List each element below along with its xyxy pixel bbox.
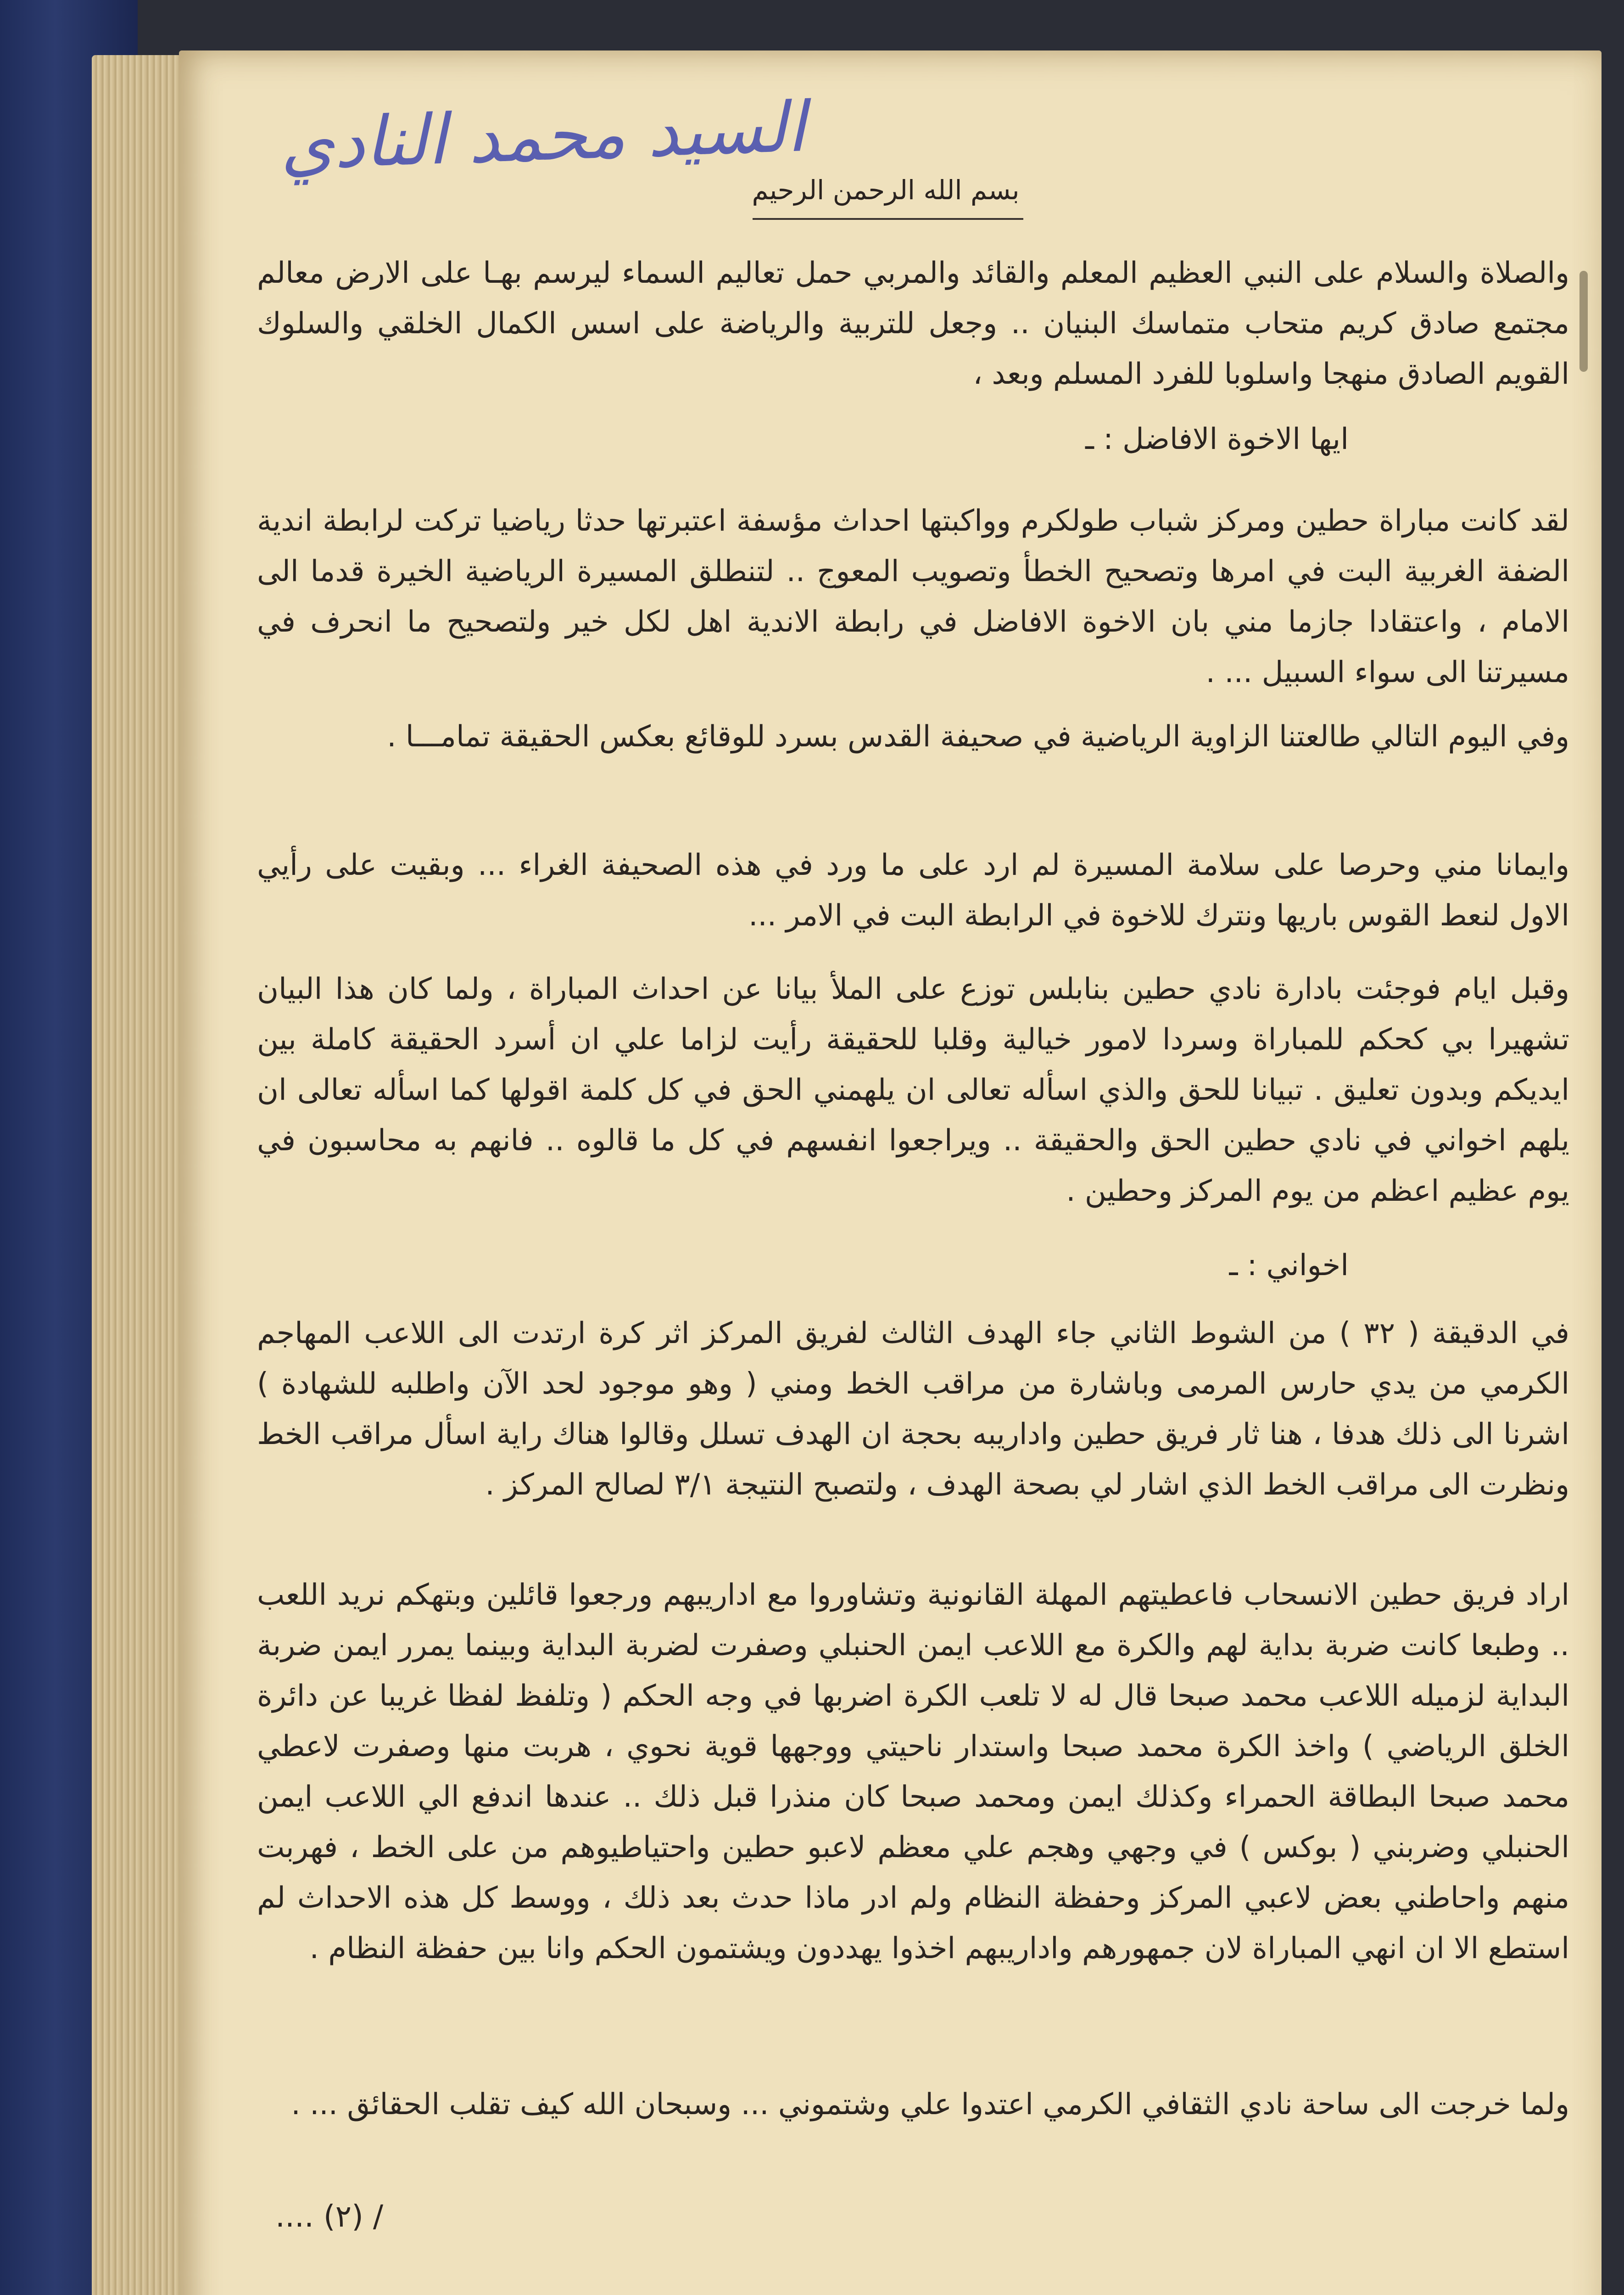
basmala-heading: بسم الله الرحمن الرحيم — [752, 174, 1020, 206]
paragraph-intro — [257, 248, 1569, 399]
paragraph-match — [257, 496, 1569, 698]
paragraph-statement — [257, 964, 1569, 1216]
paragraph-faith — [257, 840, 1569, 941]
salutation-heading: ايها الاخوة الافاضل : ـ — [1085, 422, 1349, 456]
paragraph-newspaper — [257, 711, 1569, 762]
paragraph-text: وقبل ايام فوجئت بادارة نادي حطين بنابلس توزع على الملأ بيانا عن احداث المباراة ، ولما كان هذا البيان تشهيرا بي كحكم للمباراة وسردا لامور خيالية وقلبا للحقيقة رأيت لزاما علي ان أسرد الحقيقة كاملة بين ايديكم وبدون تعليق . تبيانا للحق والذي اسأله تعالى ان يلهمني الحق في كل كلمة اقولها كما اسأله تعالى ان يلهم اخواني في نادي حطين الحق والحقيقة .. ويراجعوا انفسهم في كل ما قالوه .. فانهم به محاسبون في يوم عظيم اعظم من يوم المركز وحطين . — [257, 972, 1569, 1208]
paragraph-goal — [257, 1308, 1569, 1510]
paragraph-text: في الدقيقة ( ٣٢ ) من الشوط الثاني جاء الهدف الثالث لفريق المركز اثر كرة ارتدت الى اللاعب المهاجم الكرمي من يدي حارس المرمى وباشارة من مراقب الخط ومني ( وهو موجود لحد الآن واطلبه للشهادة ) اشرنا الى ذلك هدفا ، هنا ثار فريق حطين واداريبه بحجة ان الهدف تسلل وقالوا هناك راية اسأل مراقب الخط ونظرت الى مراقب الخط الذي اشار لي بصحة الهدف ، ولتصبح النتيجة ٣/١ لصالح المركز . — [257, 1316, 1569, 1502]
ink-mark — [1579, 271, 1588, 372]
heading-underline — [753, 218, 1023, 220]
handwritten-note: السيد محمد النادي — [279, 87, 807, 185]
page-number: / (٢) .... — [275, 2199, 384, 2234]
paragraph-text: لقد كانت مباراة حطين ومركز شباب طولكرم وواكبتها احداث مؤسفة اعتبرتها حدثا رياضيا تركت لرابطة اندية الضفة الغربية البت في امرها وتصحيح الخطأ وتصويب المعوج .. لتنطلق المسيرة الرياضية الخيرة قدما الى الامام ، واعتقادا جازما مني بان الاخوة الافاضل في رابطة الاندية اهل لكل خير ولتصحيح ما انحرف في مسيرتنا الى سواء السبيل ... . — [257, 504, 1569, 689]
brothers-heading: اخواني : ـ — [1229, 1248, 1349, 1282]
paragraph-text: والصلاة والسلام على النبي العظيم المعلم والقائد والمربي حمل تعاليم السماء ليرسم بهـا على الارض معالم مجتمع صادق كريم متحاب متماسك البنيان .. وجعل للتربية والرياضة على اسس الكمال الخلقي والسلوك القويم الصادق منهجا واسلوبا للفرد المسلم وبعد ، — [257, 256, 1569, 391]
paragraph-text: اراد فريق حطين الانسحاب فاعطيتهم المهلة القانونية وتشاوروا مع اداريبهم ورجعوا قائلين وبتهكم نريد اللعب .. وطبعا كانت ضربة بداية لهم والكرة مع اللاعب ايمن الحنبلي وصفرت لضربة البداية وبينما يمرر ايمن ضربة البداية لزميله اللاعب محمد صبحا قال له لا تلعب الكرة اضربها في وجه الحكم ( وتلفظ لفظا غريبا عن دائرة الخلق الرياضي ) واخذ الكرة محمد صبحا واستدار ناحيتي ووجهها قوية نحوي ، هربت منها وصفرت لاعطي محمد صبحا البطاقة الحمراء وكذلك ايمن ومحمد صبحا كان منذرا قبل ذلك .. عندها اندفع الي اللاعب ايمن الحنبلي وضربني ( بوكس ) في وجهي وهجم علي معظم لاعبو حطين واحتياطيوهم من على الخط ، فهربت منهم واحاطني بعض لاعبي المركز وحفظة النظام ولم ادر ماذا حدث بعد ذلك ، ووسط كل هذه الاحداث لم استطع الا ان انهي المباراة لان جمهورهم واداريبهم اخذوا يهددون ويشتمون الحكم وانا بين حفظة النظام . — [257, 1578, 1569, 1965]
paragraph-closing — [257, 2079, 1569, 2130]
paragraph-incident — [257, 1570, 1569, 1974]
paragraph-text: وايمانا مني وحرصا على سلامة المسيرة لم ارد على ما ورد في هذه الصحيفة الغراء ... وبقيت على رأيي الاول لنعط القوس باريها ونترك للاخوة في الرابطة البت في الامر ... — [257, 848, 1569, 933]
paragraph-text: وفي اليوم التالي طالعتنا الزاوية الرياضية في صحيفة القدس بسرد للوقائع بعكس الحقيقة تمامـــا . — [387, 720, 1569, 754]
page-edges — [92, 55, 188, 2295]
paragraph-text: ولما خرجت الى ساحة نادي الثقافي الكرمي اعتدوا علي وشتموني ... وسبحان الله كيف تقلب الحقائق ... . — [291, 2088, 1569, 2121]
